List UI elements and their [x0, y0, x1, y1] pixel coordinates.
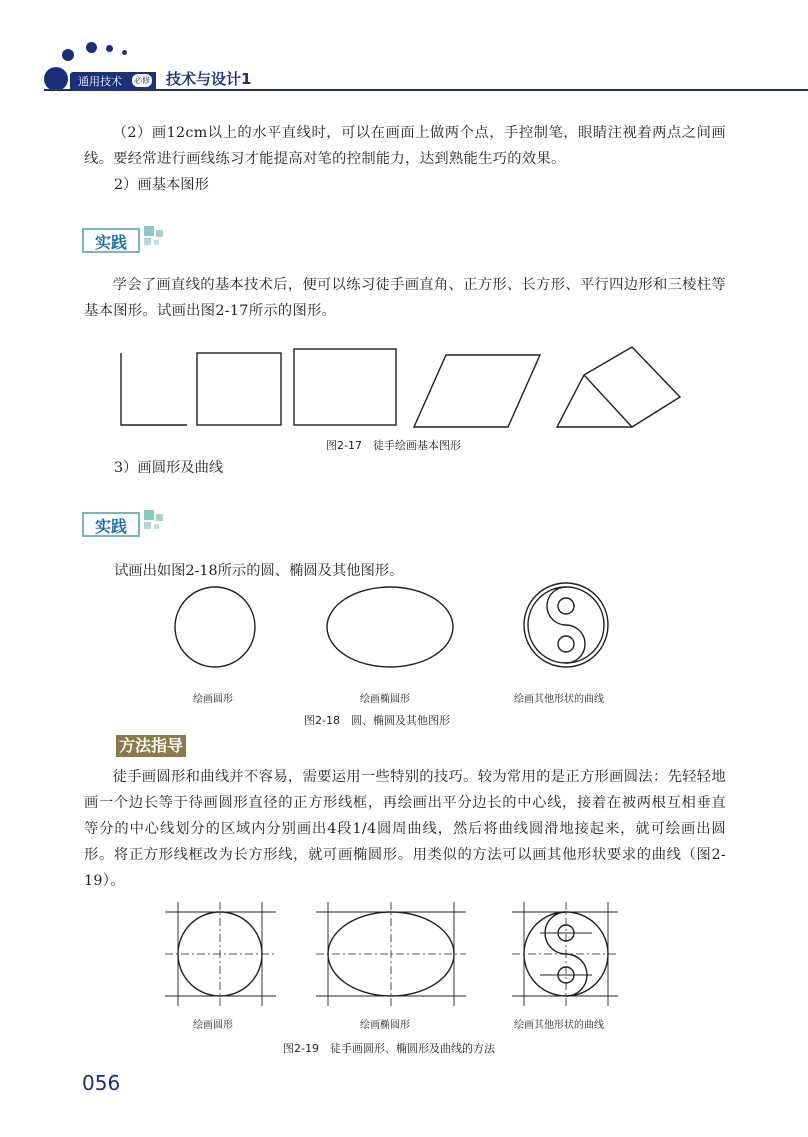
rectangle-shape [294, 349, 396, 425]
header-badge: 必修 [134, 76, 150, 85]
figure-2-19 [0, 900, 808, 1010]
practice-tag-2-deco [156, 514, 163, 521]
header-dot-4 [122, 50, 127, 55]
figure-2-19-sub-2: 绘画椭圆形 [360, 1020, 410, 1031]
figure-2-19-sub-3: 绘画其他形状的曲线 [514, 1020, 604, 1031]
practice-tag-1-label: 实践 [82, 228, 140, 253]
circle-shape [175, 587, 255, 667]
paragraph-2 [84, 272, 726, 324]
subheading-circles-curves: 3）画圆形及曲线 [114, 460, 224, 476]
construct-taiji [512, 902, 618, 1006]
right-angle-shape [121, 353, 187, 425]
practice-tag-1-deco [144, 238, 151, 245]
page-number: 056 [82, 1071, 121, 1095]
method-guidance-label: 方法指导 [116, 735, 186, 757]
practice-tag-1 [82, 226, 172, 256]
header-book-title: 技术与设计1 [166, 70, 252, 88]
construct-ellipse [316, 902, 466, 1006]
header-dot-3 [106, 45, 113, 52]
header-dot-large [44, 67, 68, 91]
figure-2-18-caption: 图2-18 圆、椭圆及其他图形 [304, 714, 450, 727]
figure-2-17 [0, 345, 808, 435]
practice-tag-1-deco [154, 240, 159, 245]
practice-tag-1-deco [156, 230, 163, 237]
figure-2-18-sub-1: 绘画圆形 [193, 694, 233, 705]
header-series: 通用技术 [78, 75, 122, 88]
paragraph-1-text: （2）画12cm以上的水平直线时，可以在画面上做两个点，手控制笔，眼睛注视着两点之间画线。要经常进行画线练习才能提高对笔的控制能力，达到熟能生巧的效果。 [84, 125, 726, 167]
header-dot-2 [86, 42, 97, 53]
paragraph-2-text: 学会了画直线的基本技术后，便可以练习徒手画直角、正方形、长方形、平行四边形和三棱柱等基本图形。试画出图2-17所示的图形。 [84, 277, 726, 319]
paragraph-1 [84, 120, 726, 172]
practice-tag-1-deco [144, 226, 154, 236]
practice-tag-2-deco [154, 524, 159, 529]
ellipse-shape [327, 587, 453, 667]
figure-2-18-sub-2: 绘画椭圆形 [360, 694, 410, 705]
practice-tag-2 [82, 510, 172, 540]
subheading-basic-shapes: 2）画基本图形 [114, 177, 209, 193]
construct-circle [165, 902, 276, 1006]
taiji-shape [524, 583, 608, 667]
paragraph-3: 试画出如图2-18所示的圆、椭圆及其他图形。 [114, 563, 404, 579]
practice-tag-2-deco [144, 510, 154, 520]
figure-2-18-sub-3: 绘画其他形状的曲线 [514, 694, 604, 705]
paragraph-4 [84, 764, 726, 894]
paragraph-4-text: 徒手画圆形和曲线并不容易，需要运用一些特别的技巧。较为常用的是正方形画圆法：先轻轻地画一个边长等于待画圆形直径的正方形线框，再绘画出平分边长的中心线，接着在被两根互相垂直等分的中心线划分的区域内分别画出4段1/4圆周曲线，然后将曲线圆滑地接起来，就可绘画出圆形。将正方形线框改为长方形线，就可画椭圆形。用类似的方法可以画其他形状要求的曲线（图2-19）。 [84, 769, 726, 889]
practice-tag-2-deco [144, 522, 151, 529]
figure-2-17-caption: 图2-17 徒手绘画基本图形 [326, 439, 461, 452]
practice-tag-2-label: 实践 [82, 512, 140, 537]
square-shape [197, 353, 281, 425]
figure-2-18 [0, 585, 808, 685]
figure-2-19-sub-1: 绘画圆形 [193, 1020, 233, 1031]
header-dot-1 [62, 49, 74, 61]
header-rule [44, 89, 808, 91]
parallelogram-shape [414, 355, 540, 427]
figure-2-19-caption: 图2-19 徒手画圆形、椭圆形及曲线的方法 [283, 1042, 495, 1055]
prism-shape [557, 347, 680, 427]
